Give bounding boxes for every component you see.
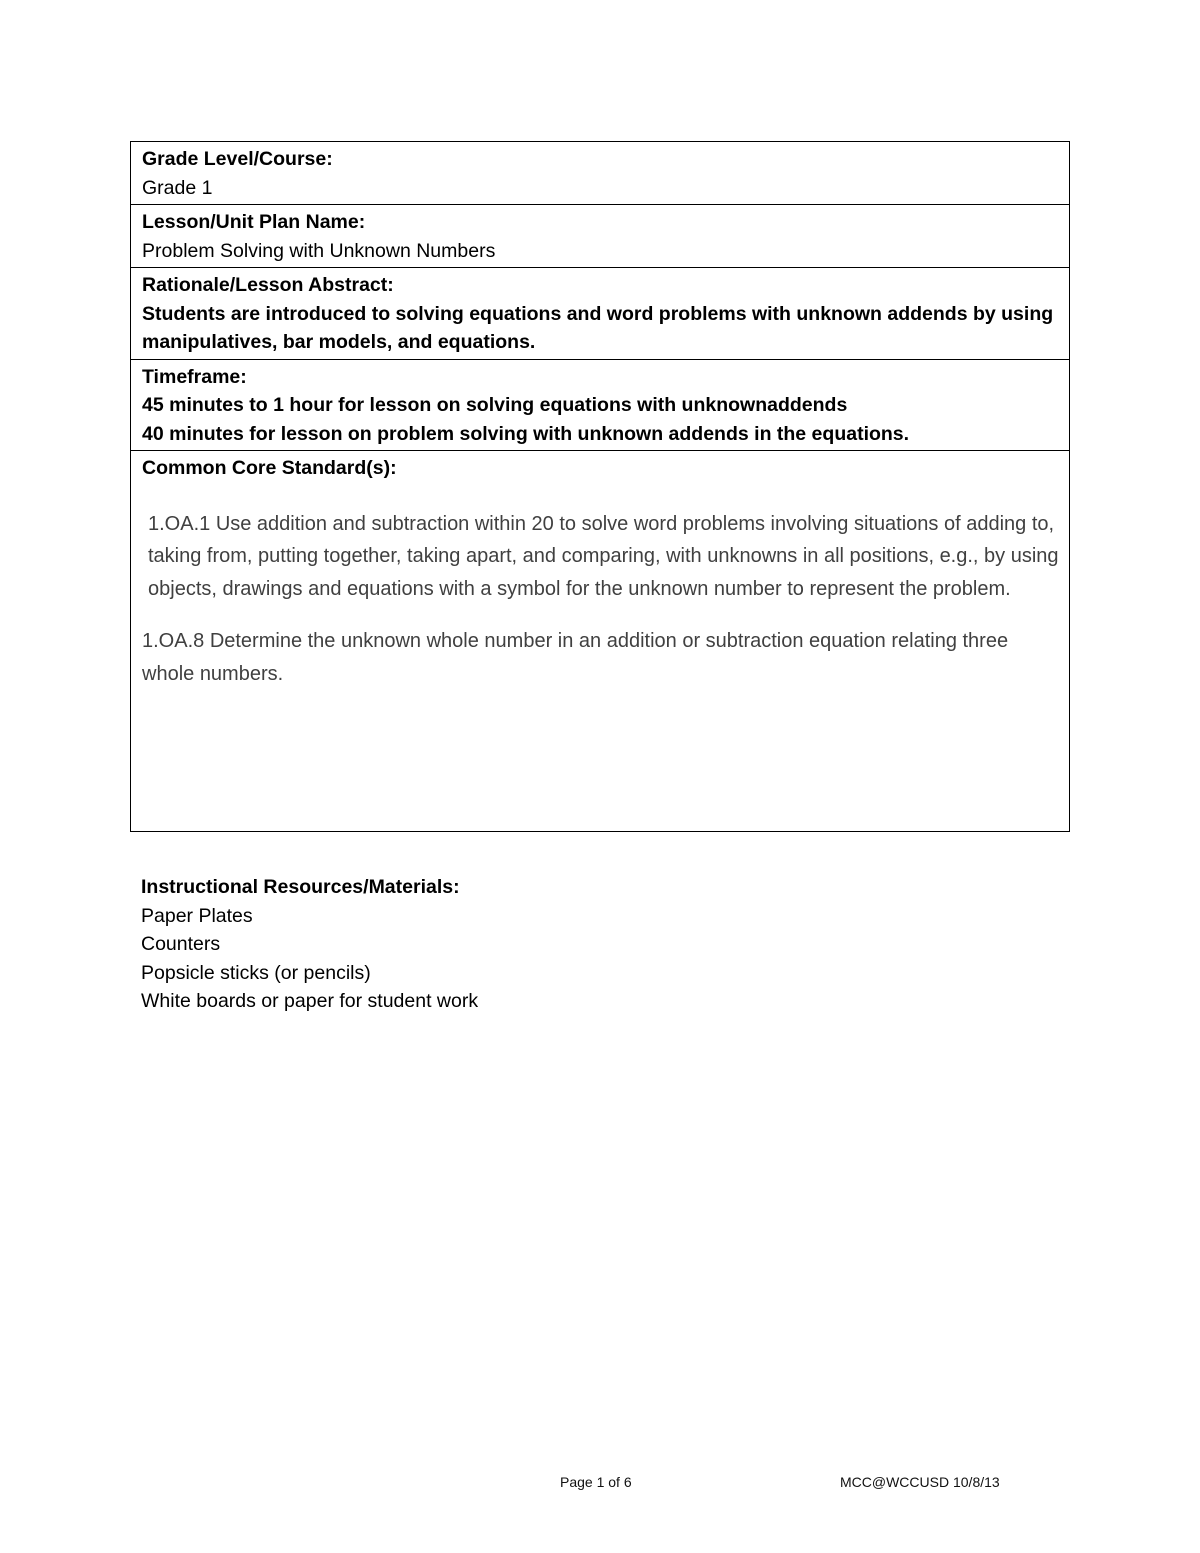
timeframe-cell	[131, 360, 1069, 452]
timeframe-line-1: 45 minutes to 1 hour for lesson on solving equations with unknownaddends	[142, 394, 848, 416]
rationale-value: Students are introduced to solving equations and word problems with unknown addends by using manipulatives, bar models, and equations.	[142, 302, 1054, 353]
materials-item: Counters	[141, 933, 221, 955]
materials-section	[141, 873, 478, 1016]
grade-level-value: Grade 1	[142, 176, 213, 199]
standard-1oa8: 1.OA.8 Determine the unknown whole number in an addition or subtraction equation relating three whole numbers.	[142, 630, 1009, 685]
materials-item: White boards or paper for student work	[141, 990, 479, 1012]
timeframe-label: Timeframe:	[142, 365, 247, 388]
materials-item: Paper Plates	[141, 904, 253, 927]
standards-label: Common Core Standard(s):	[142, 457, 397, 479]
rationale-cell	[131, 268, 1069, 360]
lesson-info-table	[130, 141, 1070, 832]
lesson-name-value: Problem Solving with Unknown Numbers	[142, 239, 496, 262]
standard-1oa1: 1.OA.1 Use addition and subtraction within 20 to solve word problems involving situations of adding to, taking from, putting together, taking apart, and comparing, with unknowns in all positions, e.g., by using objects, drawings and equations with a symbol for the unknown number to represent the problem.	[148, 512, 1059, 600]
rationale-label: Rationale/Lesson Abstract:	[142, 274, 394, 296]
timeframe-line-2: 40 minutes for lesson on problem solving with unknown addends in the equations.	[142, 422, 910, 445]
materials-title: Instructional Resources/Materials:	[141, 876, 460, 898]
standards-cell	[131, 451, 1069, 831]
lesson-name-cell	[131, 205, 1069, 268]
grade-level-cell	[131, 142, 1069, 205]
footer-meta: MCC@WCCUSD 10/8/13	[840, 1474, 1000, 1490]
materials-item: Popsicle sticks (or pencils)	[141, 961, 371, 984]
footer-page-number: Page 1 of 6	[560, 1474, 632, 1490]
grade-level-label: Grade Level/Course:	[142, 148, 333, 170]
lesson-name-label: Lesson/Unit Plan Name:	[142, 211, 366, 233]
